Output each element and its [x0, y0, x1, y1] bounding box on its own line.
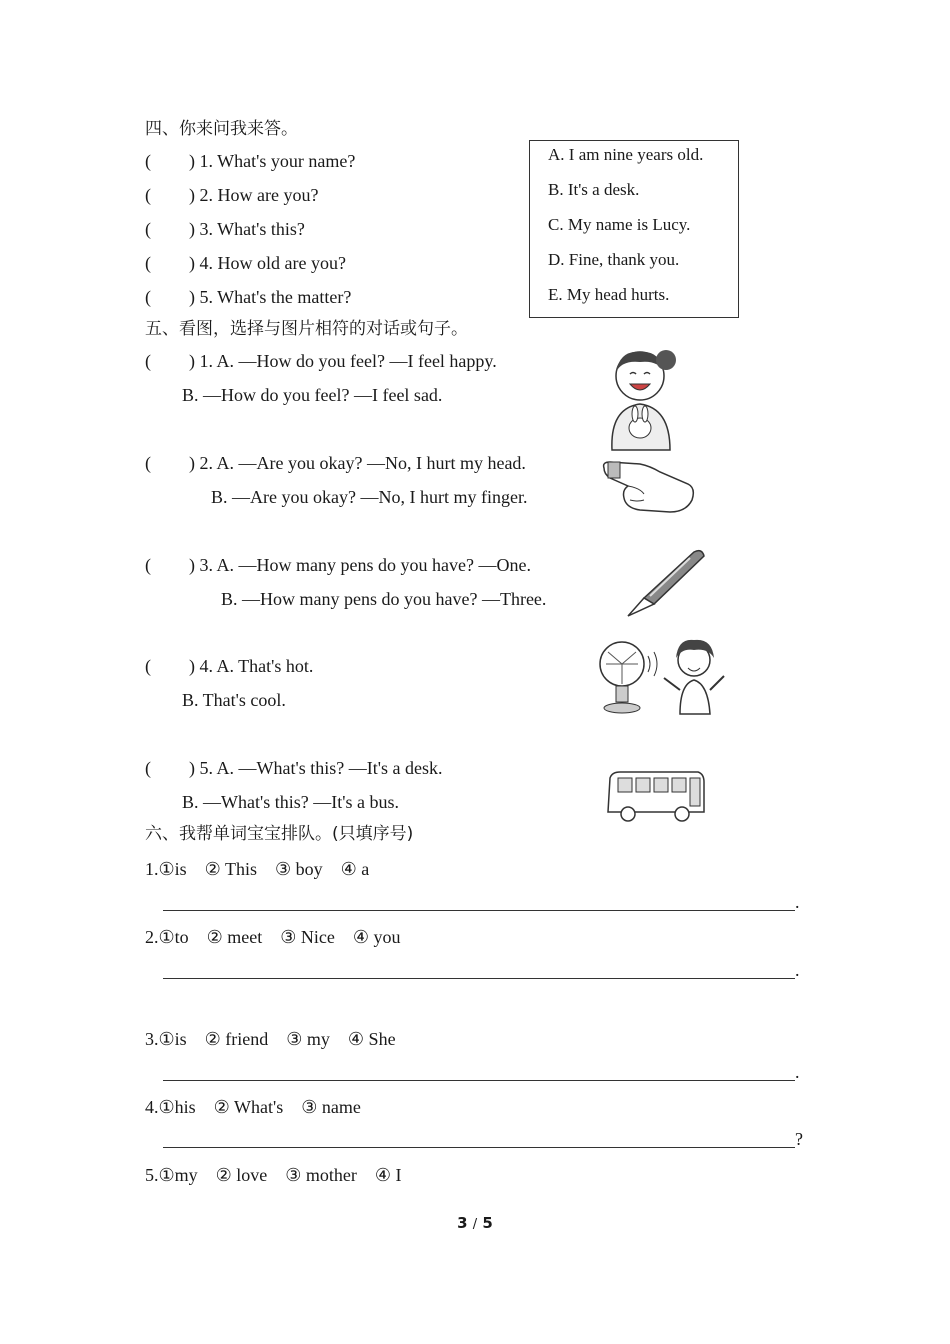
answer-line-1[interactable]	[163, 910, 795, 911]
section-5-item-4-b: B. That's cool.	[182, 690, 286, 710]
answer-line-4[interactable]	[163, 1147, 795, 1148]
answer-line-4-end: ?	[795, 1129, 803, 1149]
answer-line-3-end: .	[795, 1062, 800, 1082]
section-5-item-3-a: ( ) 3. A. —How many pens do you have? —One.	[145, 555, 531, 575]
section-5-item-2-a: ( ) 2. A. —Are you okay? —No, I hurt my head.	[145, 453, 526, 473]
answer-line-1-end: .	[795, 892, 800, 912]
bus-image	[604, 768, 708, 826]
section-5-item-1-a: ( ) 1. A. —How do you feel? —I feel happy.	[145, 351, 497, 371]
section-4-title: 四、你来问我来答。	[145, 119, 298, 139]
answer-options-box	[529, 140, 739, 318]
section-4-question-2: ( ) 2. How are you?	[145, 185, 319, 205]
section-4-question-1: ( ) 1. What's your name?	[145, 151, 356, 171]
section-5-item-4-a: ( ) 4. A. That's hot.	[145, 656, 314, 676]
section-5-item-2-b: B. —Are you okay? —No, I hurt my finger.	[211, 487, 528, 507]
section-6-title: 六、我帮单词宝宝排队。(只填序号)	[145, 824, 414, 844]
section-5-item-1-b: B. —How do you feel? —I feel sad.	[182, 385, 443, 405]
section-4-question-3: ( ) 3. What's this?	[145, 219, 305, 239]
answer-option-b: B. It's a desk.	[548, 180, 640, 199]
fan-and-girl-image	[596, 628, 728, 716]
section-6-item-1: 1.①is ② This ③ boy ④ a	[145, 859, 370, 879]
hurt-finger-image	[600, 458, 700, 518]
section-6-item-4: 4.①his ② What's ③ name	[145, 1097, 361, 1117]
section-6-item-5: 5.①my ② love ③ mother ④ I	[145, 1165, 402, 1185]
section-5-item-5-b: B. —What's this? —It's a bus.	[182, 792, 399, 812]
section-5-item-3-b: B. —How many pens do you have? —Three.	[221, 589, 547, 609]
page-number: 3 / 5	[457, 1214, 493, 1232]
answer-option-c: C. My name is Lucy.	[548, 215, 691, 234]
section-6-item-3: 3.①is ② friend ③ my ④ She	[145, 1029, 396, 1049]
section-4-question-4: ( ) 4. How old are you?	[145, 253, 346, 273]
answer-line-3[interactable]	[163, 1080, 795, 1081]
pen-image	[620, 546, 710, 618]
section-4-question-5: ( ) 5. What's the matter?	[145, 287, 352, 307]
answer-line-2[interactable]	[163, 978, 795, 979]
answer-line-2-end: .	[795, 960, 800, 980]
section-5-title: 五、看图，选择与图片相符的对话或句子。	[145, 319, 468, 339]
answer-option-d: D. Fine, thank you.	[548, 250, 680, 269]
happy-girl-image	[600, 342, 680, 452]
section-6-item-2: 2.①to ② meet ③ Nice ④ you	[145, 927, 401, 947]
answer-option-e: E. My head hurts.	[548, 285, 670, 304]
answer-option-a: A. I am nine years old.	[548, 145, 704, 164]
section-5-item-5-a: ( ) 5. A. —What's this? —It's a desk.	[145, 758, 443, 778]
